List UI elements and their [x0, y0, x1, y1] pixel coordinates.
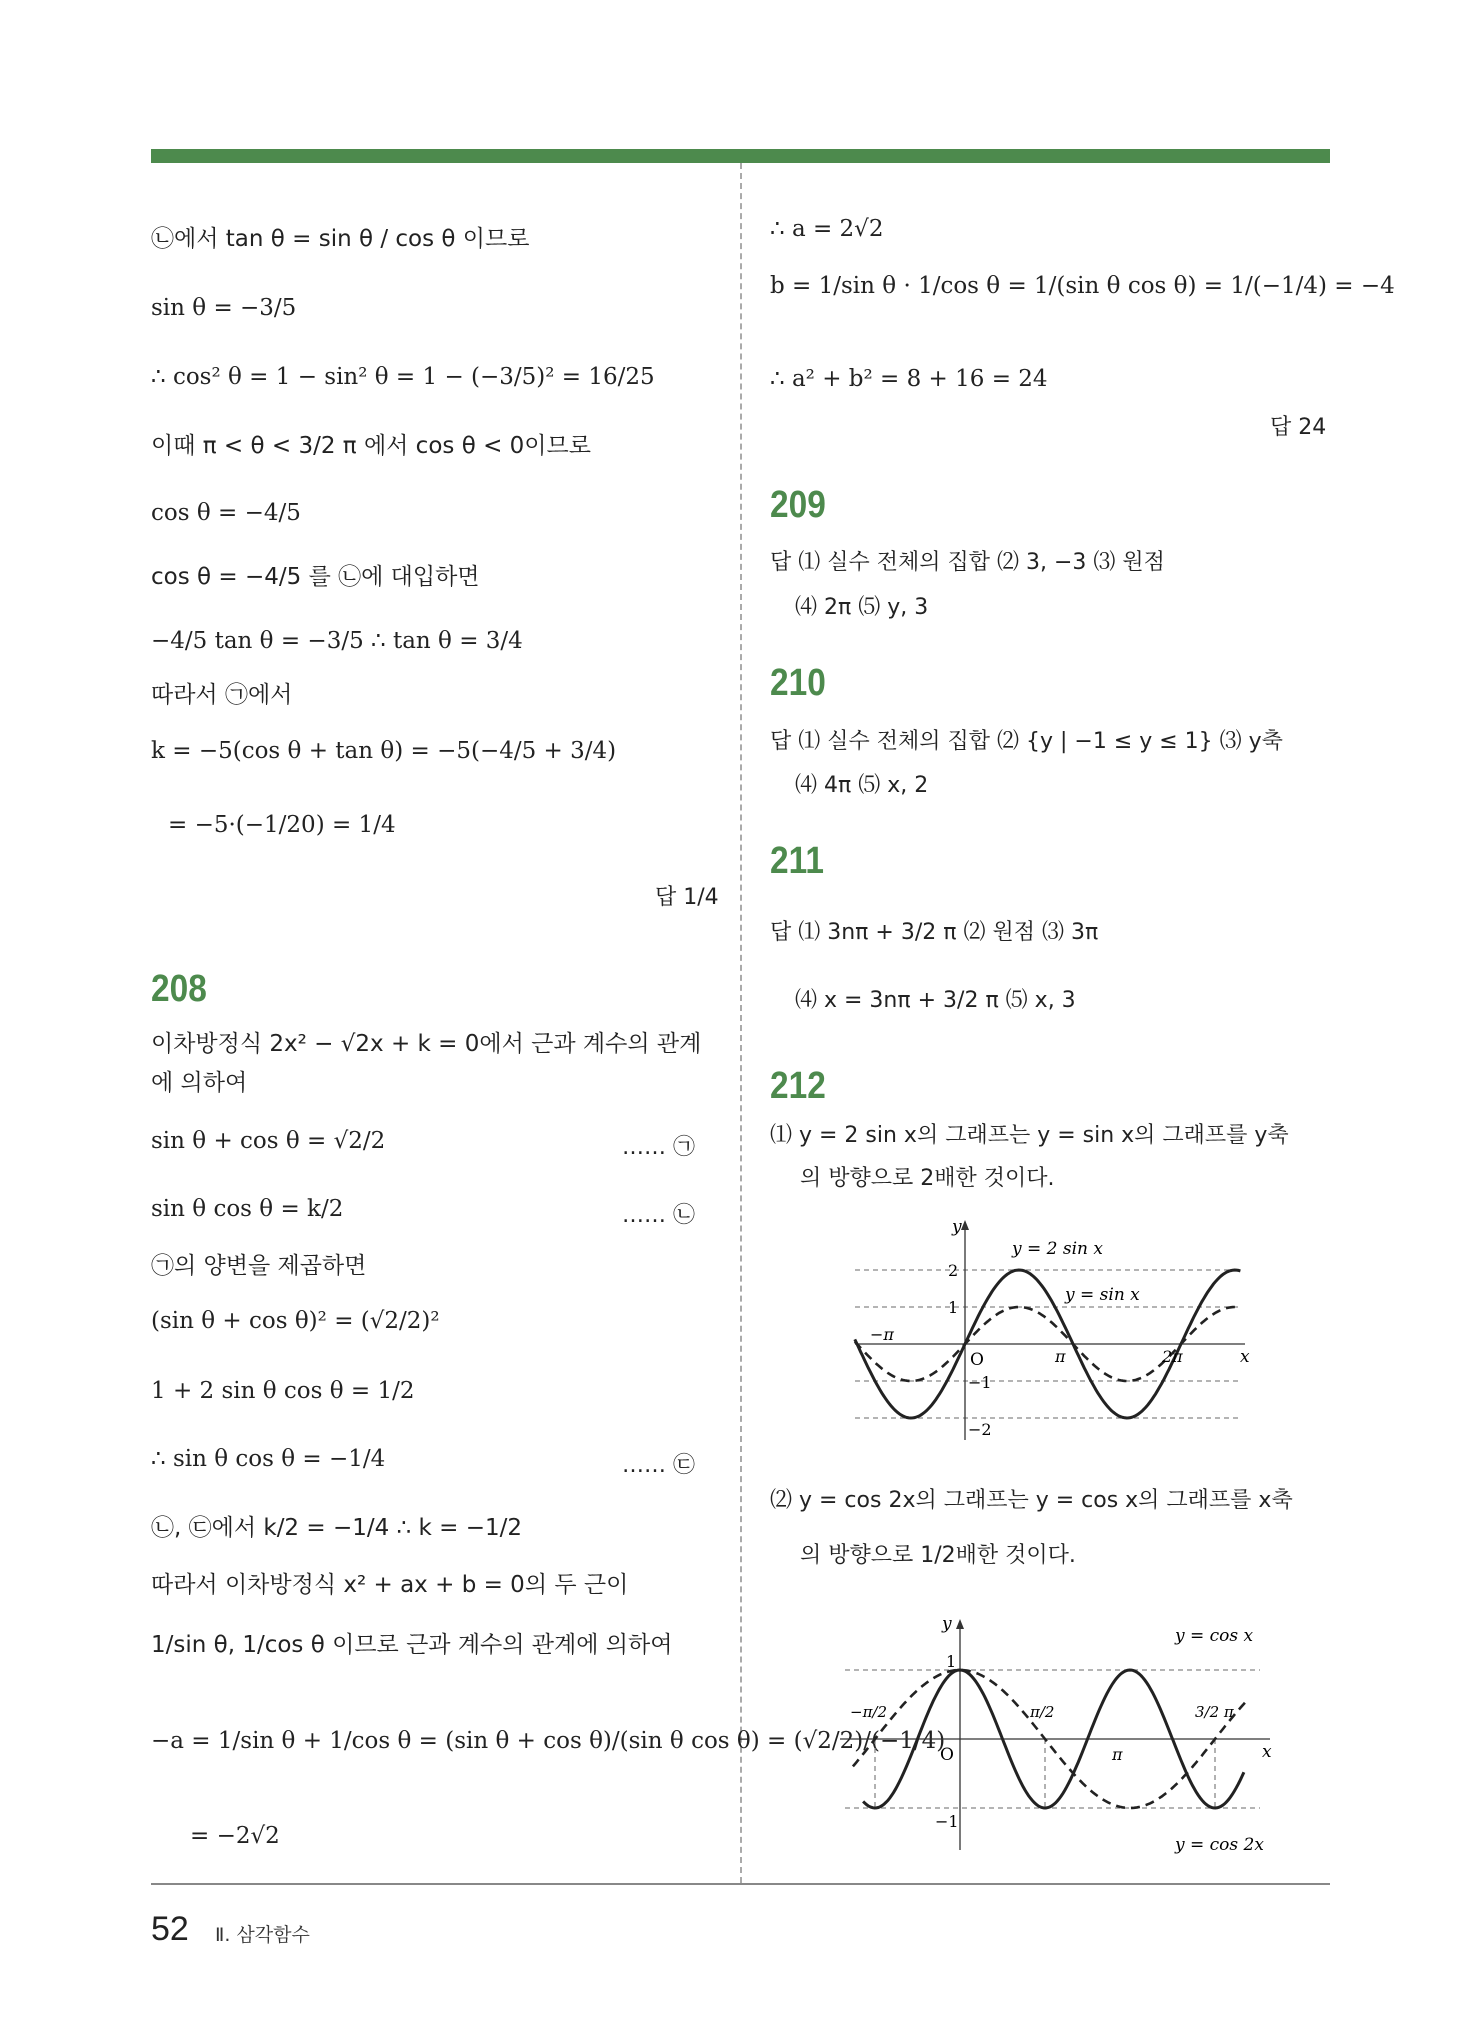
g2-curve2-label: y = cos 2x [1175, 1835, 1264, 1855]
g1-tick-m1: −1 [968, 1373, 992, 1392]
chapter-title: Ⅱ. 삼각함수 [215, 1924, 310, 1946]
p208-line-2: 에 의하여 [151, 1070, 248, 1096]
problem-number-211: 211 [770, 840, 824, 882]
answer-211-line-1: 답 ⑴ 3nπ + 3/2 π ⑵ 원점 ⑶ 3π [770, 920, 1099, 945]
g1-tick-2: 2 [948, 1261, 959, 1280]
g1-tick-mpi: −π [870, 1325, 894, 1344]
g2-tick-pi: π [1112, 1745, 1123, 1764]
answer-209-line-2: ⑷ 2π ⑸ y, 3 [795, 595, 929, 620]
column-divider [740, 163, 742, 1883]
p208-line-5: ㉠의 양변을 제곱하면 [151, 1253, 367, 1279]
p212-line-1b: 의 방향으로 2배한 것이다. [800, 1166, 1055, 1191]
p208-line-3: sin θ + cos θ = √2/2 [151, 1128, 386, 1154]
p208-line-4: sin θ cos θ = k/2 [151, 1196, 344, 1222]
p208-line-12: −a = 1/sin θ + 1/cos θ = (sin θ + cos θ)/(sin θ cos θ) = (√2/2)/(−1/4) [151, 1728, 946, 1754]
answer-211-line-2: ⑷ x = 3nπ + 3/2 π ⑸ x, 3 [795, 988, 1076, 1013]
answer-210-line-2: ⑷ 4π ⑸ x, 2 [795, 773, 929, 798]
g1-x-label: x [1240, 1347, 1250, 1367]
tag-2: …… ㉡ [622, 1203, 695, 1228]
g1-tick-pi: π [1055, 1347, 1066, 1366]
page-number: 52 [151, 1910, 189, 1948]
g2-curve1-label: y = cos x [1175, 1626, 1254, 1646]
graph-sin [840, 1210, 1260, 1450]
problem-number-208: 208 [151, 968, 207, 1010]
g1-tick-1: 1 [948, 1298, 959, 1317]
g1-curve1-label: y = 2 sin x [1012, 1239, 1103, 1259]
g1-origin: O [970, 1350, 984, 1370]
g2-tick-mpi2: −π/2 [850, 1703, 888, 1721]
right-line-3: ∴ a² + b² = 8 + 16 = 24 [770, 366, 1048, 392]
g2-origin: O [940, 1745, 954, 1765]
left-line-6: cos θ = −4/5 를 ㉡에 대입하면 [151, 564, 480, 590]
g2-tick-3pi2: 3/2 π [1195, 1703, 1234, 1721]
p208-line-1: 이차방정식 2x² − √2x + k = 0에서 근과 계수의 관계 [151, 1031, 702, 1057]
p208-line-11: 1/sin θ, 1/cos θ 이므로 근과 계수의 관계에 의하여 [151, 1632, 673, 1658]
left-line-2: sin θ = −3/5 [151, 295, 297, 321]
left-line-5: cos θ = −4/5 [151, 500, 301, 526]
answer-208: 답 24 [1270, 415, 1327, 440]
graph-cos [830, 1605, 1280, 1865]
g2-tick-pi2: π/2 [1030, 1703, 1055, 1721]
p208-line-7: 1 + 2 sin θ cos θ = 1/2 [151, 1378, 415, 1404]
g1-curve2-label: y = sin x [1065, 1285, 1140, 1305]
left-line-10: = −5·(−1/20) = 1/4 [168, 812, 396, 838]
p208-line-6: (sin θ + cos θ)² = (√2/2)² [151, 1308, 440, 1334]
problem-number-210: 210 [770, 662, 826, 704]
p212-line-1a: ⑴ y = 2 sin x의 그래프는 y = sin x의 그래프를 y축 [770, 1123, 1289, 1148]
right-line-2: b = 1/sin θ · 1/cos θ = 1/(sin θ cos θ) = 1/(−1/4) = −4 [770, 273, 1395, 299]
problem-number-209: 209 [770, 484, 826, 526]
left-line-9: k = −5(cos θ + tan θ) = −5(−4/5 + 3/4) [151, 738, 617, 764]
tag-3: …… ㉢ [622, 1453, 695, 1478]
p208-line-13: = −2√2 [190, 1823, 280, 1849]
g1-y-label: y [952, 1217, 962, 1237]
left-line-1: ㉡에서 tan θ = sin θ / cos θ 이므로 [151, 226, 530, 252]
answer-210-line-1: 답 ⑴ 실수 전체의 집합 ⑵ {y | −1 ≤ y ≤ 1} ⑶ y축 [770, 729, 1283, 754]
left-line-8: 따라서 ㉠에서 [151, 682, 293, 708]
g2-y-label: y [942, 1614, 952, 1634]
p208-line-9: ㉡, ㉢에서 k/2 = −1/4 ∴ k = −1/2 [151, 1515, 523, 1541]
g2-x-label: x [1262, 1742, 1272, 1762]
left-line-3: ∴ cos² θ = 1 − sin² θ = 1 − (−3/5)² = 16/25 [151, 364, 655, 390]
g1-tick-m2: −2 [968, 1420, 992, 1439]
g2-tick-1: 1 [946, 1652, 957, 1671]
top-green-bar [151, 149, 1330, 163]
g1-tick-2pi: 2π [1162, 1347, 1183, 1366]
answer-207: 답 1/4 [655, 885, 719, 910]
p208-line-10: 따라서 이차방정식 x² + ax + b = 0의 두 근이 [151, 1572, 629, 1598]
footer-line [151, 1883, 1330, 1885]
left-line-4: 이때 π < θ < 3/2 π 에서 cos θ < 0이므로 [151, 433, 591, 459]
answer-209-line-1: 답 ⑴ 실수 전체의 집합 ⑵ 3, −3 ⑶ 원점 [770, 550, 1165, 575]
g2-tick-m1: −1 [935, 1812, 959, 1831]
left-line-7: −4/5 tan θ = −3/5 ∴ tan θ = 3/4 [151, 628, 523, 654]
p212-line-2a: ⑵ y = cos 2x의 그래프는 y = cos x의 그래프를 x축 [770, 1488, 1293, 1513]
tag-1: …… ㉠ [622, 1135, 695, 1160]
right-line-1: ∴ a = 2√2 [770, 216, 884, 242]
p212-line-2b: 의 방향으로 1/2배한 것이다. [800, 1543, 1076, 1568]
problem-number-212: 212 [770, 1065, 826, 1107]
p208-line-8: ∴ sin θ cos θ = −1/4 [151, 1446, 386, 1472]
